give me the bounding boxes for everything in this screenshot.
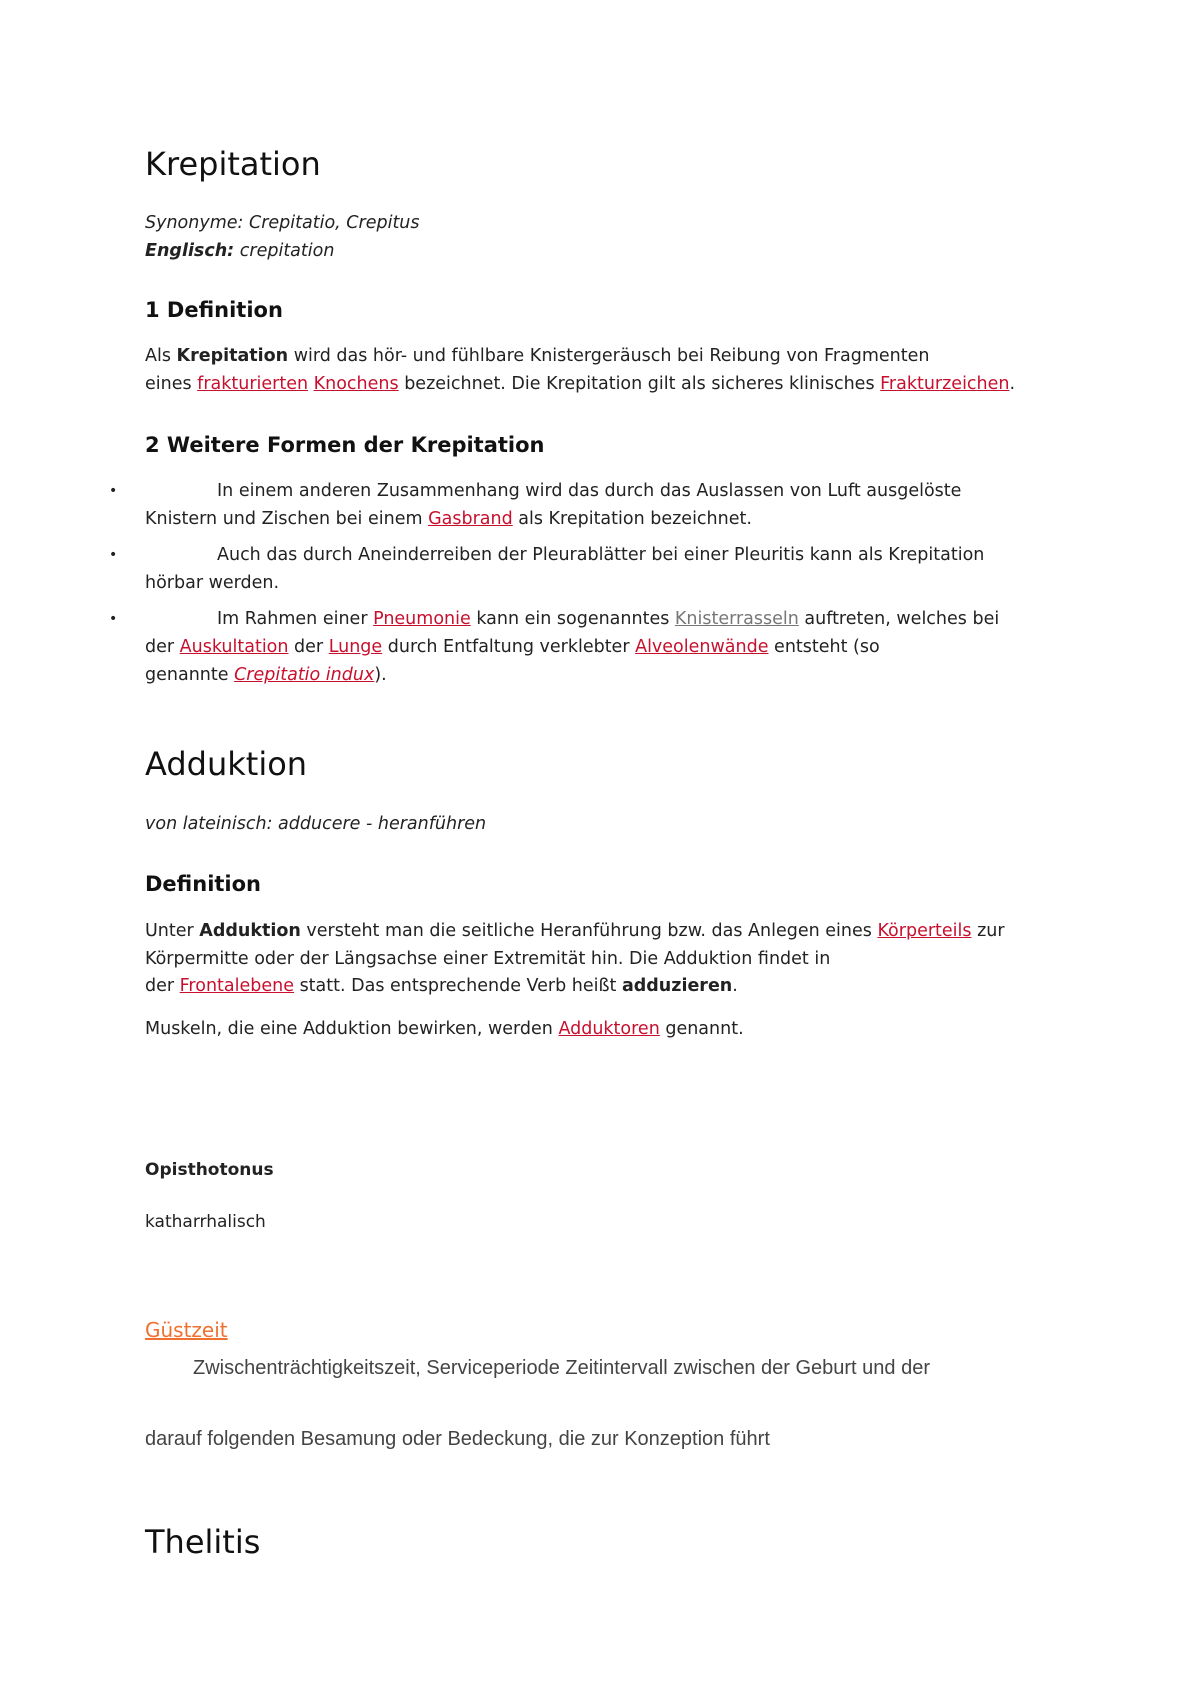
text: durch Entfaltung verklebter [382, 637, 636, 657]
text: als Krepitation bezeichnet. [512, 509, 752, 529]
link-adduktoren[interactable]: Adduktoren [558, 1019, 660, 1039]
text: auftreten, welches bei [798, 609, 1000, 629]
bullet-3-line2 [145, 633, 880, 661]
bullet-2-line2: hörbar werden. [145, 573, 280, 593]
adduktion-line2: Körpermitte oder der Längsachse einer Extremität hin. Die Adduktion findet in [145, 949, 831, 969]
text: genannte [145, 665, 235, 685]
formen-heading: 2 Weitere Formen der Krepitation [145, 433, 545, 457]
bullet-icon: • [109, 547, 118, 563]
text: der [145, 637, 180, 657]
link-crepitatio-indux[interactable]: Crepitatio indux [234, 665, 375, 685]
text: eines [145, 374, 198, 394]
text: ). [374, 665, 387, 685]
bullet-icon: • [109, 611, 118, 627]
link-frontalebene[interactable]: Frontalebene [179, 976, 294, 996]
krepitation-title: Krepitation [145, 145, 321, 183]
link-knochens[interactable]: Knochens [313, 374, 399, 394]
englisch-value: crepitation [239, 241, 335, 261]
bold-term: Krepitation [176, 346, 289, 366]
adduktion-line4 [145, 1015, 744, 1043]
bullet-1-line2 [145, 505, 752, 533]
text: Knistern und Zischen bei einem [145, 509, 429, 529]
text: statt. Das entsprechende Verb heißt [294, 976, 622, 996]
adduktion-definition-heading: Definition [145, 872, 262, 896]
thelitis-title: Thelitis [145, 1523, 261, 1561]
krepitation-def-line1 [145, 342, 929, 370]
link-auskultation[interactable]: Auskultation [179, 637, 289, 657]
text: Unter [145, 921, 200, 941]
opisthotonus-term: Opisthotonus [145, 1160, 274, 1180]
text: Im Rahmen einer [217, 609, 374, 629]
link-koerperteils[interactable]: Körperteils [877, 921, 972, 941]
text: der [288, 637, 329, 657]
synonyme-label: Synonyme: [145, 213, 244, 233]
synonyme-line [145, 209, 420, 237]
guestzeit-title-line [145, 1318, 228, 1342]
text: bezeichnet. Die Krepitation gilt als sicheres klinisches [398, 374, 881, 394]
guestzeit-line2: darauf folgenden Besamung oder Bedeckung, die zur Konzeption führt [145, 1428, 770, 1450]
krepitation-def-line2 [145, 370, 1015, 398]
katharrhalisch-term: katharrhalisch [145, 1212, 266, 1232]
adduktion-title: Adduktion [145, 745, 308, 783]
link-alveolenwaende[interactable]: Alveolenwände [635, 637, 769, 657]
synonyme-value: Crepitatio, Crepitus [249, 213, 420, 233]
text: zur [971, 921, 1005, 941]
adduktion-line1 [145, 917, 1005, 945]
text: Als [145, 346, 177, 366]
text: Auch das durch Aneinderreiben der Pleurablätter bei einer Pleuritis kann als Krepitation [217, 545, 985, 565]
definition-heading: 1 Definition [145, 298, 283, 322]
text: . [1009, 374, 1016, 394]
text: . [732, 976, 738, 996]
text: der [145, 976, 180, 996]
englisch-label: Englisch: [145, 241, 235, 261]
text: kann ein sogenanntes [470, 609, 675, 629]
adduktion-etymology: von lateinisch: adducere - heranführen [145, 814, 487, 834]
link-lunge[interactable]: Lunge [328, 637, 383, 657]
bullet-icon: • [109, 483, 118, 499]
bold-term: Adduktion [199, 921, 301, 941]
text: entsteht (so [768, 637, 880, 657]
link-gasbrand[interactable]: Gasbrand [428, 509, 513, 529]
text: wird das hör- und fühlbare Knistergeräusch bei Reibung von Fragmenten [288, 346, 930, 366]
adduktion-line3 [145, 972, 738, 1000]
link-pneumonie[interactable]: Pneumonie [373, 609, 471, 629]
bullet-3-line1 [109, 605, 1000, 633]
link-frakturierten[interactable]: frakturierten [197, 374, 309, 394]
text: Muskeln, die eine Adduktion bewirken, werden [145, 1019, 559, 1039]
link-knisterrasseln[interactable]: Knisterrasseln [674, 609, 799, 629]
link-guestzeit[interactable]: Güstzeit [145, 1318, 228, 1342]
bold-term: adduzieren [621, 976, 733, 996]
link-frakturzeichen[interactable]: Frakturzeichen [880, 374, 1010, 394]
bullet-2-line1 [109, 541, 985, 569]
guestzeit-line1: Zwischenträchtigkeitszeit, Serviceperiode Zeitintervall zwischen der Geburt und der [193, 1357, 931, 1379]
bullet-3-line3 [145, 661, 387, 689]
text: versteht man die seitliche Heranführung bzw. das Anlegen eines [300, 921, 878, 941]
text: In einem anderen Zusammenhang wird das durch das Auslassen von Luft ausgelöste [217, 481, 962, 501]
text: genannt. [659, 1019, 744, 1039]
bullet-1-line1 [109, 477, 962, 505]
englisch-line [145, 237, 334, 265]
